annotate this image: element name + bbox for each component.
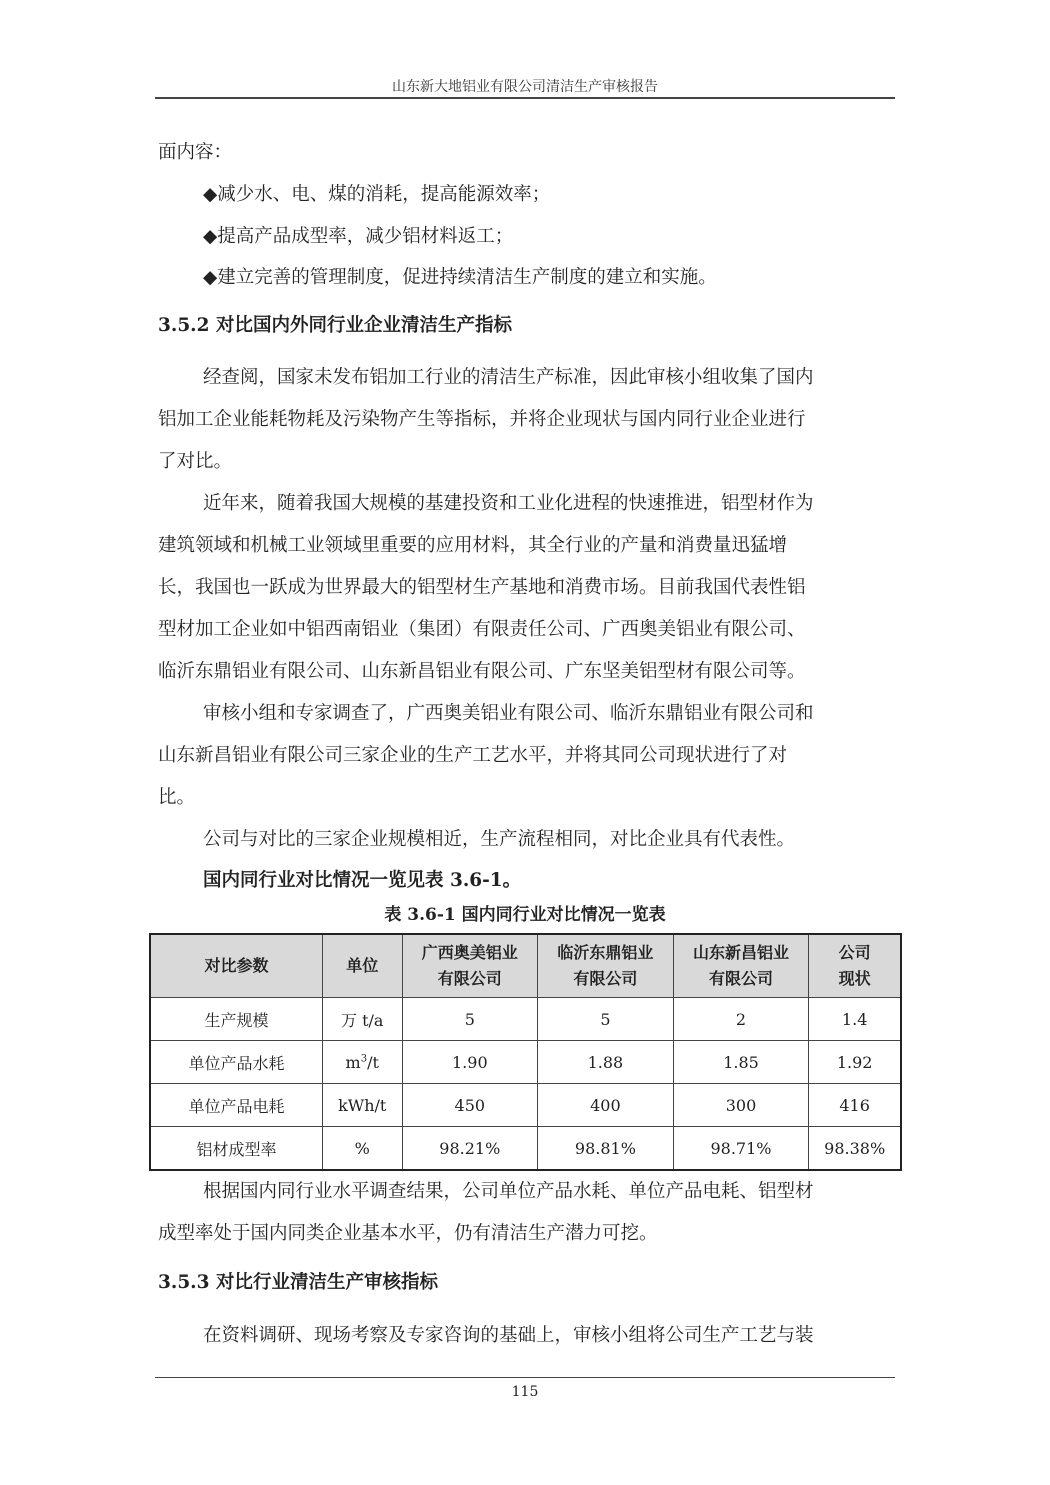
param-cell: 生产规模	[150, 998, 322, 1041]
bullet-item: ◆减少水、电、煤的消耗，提高能源效率；	[203, 184, 551, 205]
paragraph-line: 成型率处于国内同类企业基本水平，仍有清洁生产潜力可挖。	[158, 1223, 658, 1244]
value-cell: 1.92	[809, 1041, 901, 1084]
table-row	[150, 1084, 901, 1127]
table-row	[150, 1041, 901, 1084]
bullet-item: ◆提高产品成型率，减少铝材料返工；	[203, 226, 514, 247]
value-cell: 98.38%	[809, 1127, 901, 1171]
paragraph-line: 长，我国也一跃成为世界最大的铝型材生产基地和消费市场。目前我国代表性铝	[158, 577, 806, 598]
value-cell: 98.81%	[538, 1127, 674, 1171]
paragraph-line: 比。	[158, 787, 196, 808]
value-cell: 416	[809, 1084, 901, 1127]
unit-cell: kWh/t	[322, 1084, 402, 1127]
bullet-item: ◆建立完善的管理制度，促进持续清洁生产制度的建立和实施。	[203, 267, 717, 288]
running-header: 山东新大地铝业有限公司清洁生产审核报告	[392, 79, 658, 95]
paragraph-line: 铝加工企业能耗物耗及污染物产生等指标，并将企业现状与国内同行业企业进行	[158, 409, 806, 430]
param-cell: 单位产品电耗	[150, 1084, 322, 1127]
value-cell: 400	[538, 1084, 674, 1127]
paragraph-line: 公司与对比的三家企业规模相近，生产流程相同，对比企业具有代表性。	[203, 829, 796, 850]
paragraph-line: 在资料调研、现场考察及专家咨询的基础上，审核小组将公司生产工艺与装	[203, 1325, 814, 1346]
paragraph-line: 山东新昌铝业有限公司三家企业的生产工艺水平，并将其同公司现状进行了对	[158, 745, 788, 766]
header-cell: 单位	[322, 934, 402, 998]
header-cell: 山东新昌铝业 有限公司	[673, 934, 809, 998]
section-heading-353: 3.5.3 对比行业清洁生产审核指标	[158, 1272, 438, 1293]
table-row	[150, 998, 901, 1041]
paragraph-line: 了对比。	[158, 451, 233, 472]
value-cell: 2	[673, 998, 809, 1041]
value-cell: 5	[538, 998, 674, 1041]
section-heading-352: 3.5.2 对比国内外同行业企业清洁生产指标	[158, 315, 512, 336]
paragraph-line: 审核小组和专家调查了，广西奥美铝业有限公司、临沂东鼎铝业有限公司和	[203, 703, 814, 724]
header-rule	[155, 97, 895, 99]
header-cell: 临沂东鼎铝业 有限公司	[538, 934, 674, 998]
header-cell: 公司 现状	[809, 934, 901, 998]
footer-rule	[155, 1377, 895, 1378]
page-number: 115	[511, 1384, 539, 1400]
paragraph-line: 根据国内同行业水平调查结果，公司单位产品水耗、单位产品电耗、铝型材	[203, 1181, 814, 1202]
table-header-row	[150, 934, 901, 998]
value-cell: 1.90	[402, 1041, 538, 1084]
paragraph-line: 经查阅，国家未发布铝加工行业的清洁生产标准，因此审核小组收集了国内	[203, 367, 814, 388]
value-cell: 98.71%	[673, 1127, 809, 1171]
value-cell: 1.88	[538, 1041, 674, 1084]
param-cell: 铝材成型率	[150, 1127, 322, 1171]
unit-cell: 万 t/a	[322, 998, 402, 1041]
unit-cell: $m^3/t$	[322, 1041, 402, 1084]
value-cell: 1.4	[809, 998, 901, 1041]
paragraph-line: 建筑领域和机械工业领域里重要的应用材料，其全行业的产量和消费量迅猛增	[158, 535, 788, 556]
header-cell: 广西奥美铝业 有限公司	[402, 934, 538, 998]
paragraph-line: 近年来，随着我国大规模的基建投资和工业化进程的快速推进，铝型材作为	[203, 493, 814, 514]
intro-text: 面内容：	[158, 142, 233, 163]
param-cell: 单位产品水耗	[150, 1041, 322, 1084]
value-cell: 450	[402, 1084, 538, 1127]
value-cell: 300	[673, 1084, 809, 1127]
table-reference: 国内同行业对比情况一览见表 3.6-1。	[203, 870, 522, 891]
paragraph-line: 临沂东鼎铝业有限公司、山东新昌铝业有限公司、广东坚美铝型材有限公司等。	[158, 661, 806, 682]
unit-cell: %	[322, 1127, 402, 1171]
value-cell: 5	[402, 998, 538, 1041]
value-cell: 98.21%	[402, 1127, 538, 1171]
comparison-table	[149, 933, 902, 1171]
paragraph-line: 型材加工企业如中铝西南铝业（集团）有限责任公司、广西奥美铝业有限公司、	[158, 619, 806, 640]
table-row	[150, 1127, 901, 1171]
table-caption: 表 3.6-1 国内同行业对比情况一览表	[384, 905, 666, 925]
value-cell: 1.85	[673, 1041, 809, 1084]
header-cell: 对比参数	[150, 934, 322, 998]
